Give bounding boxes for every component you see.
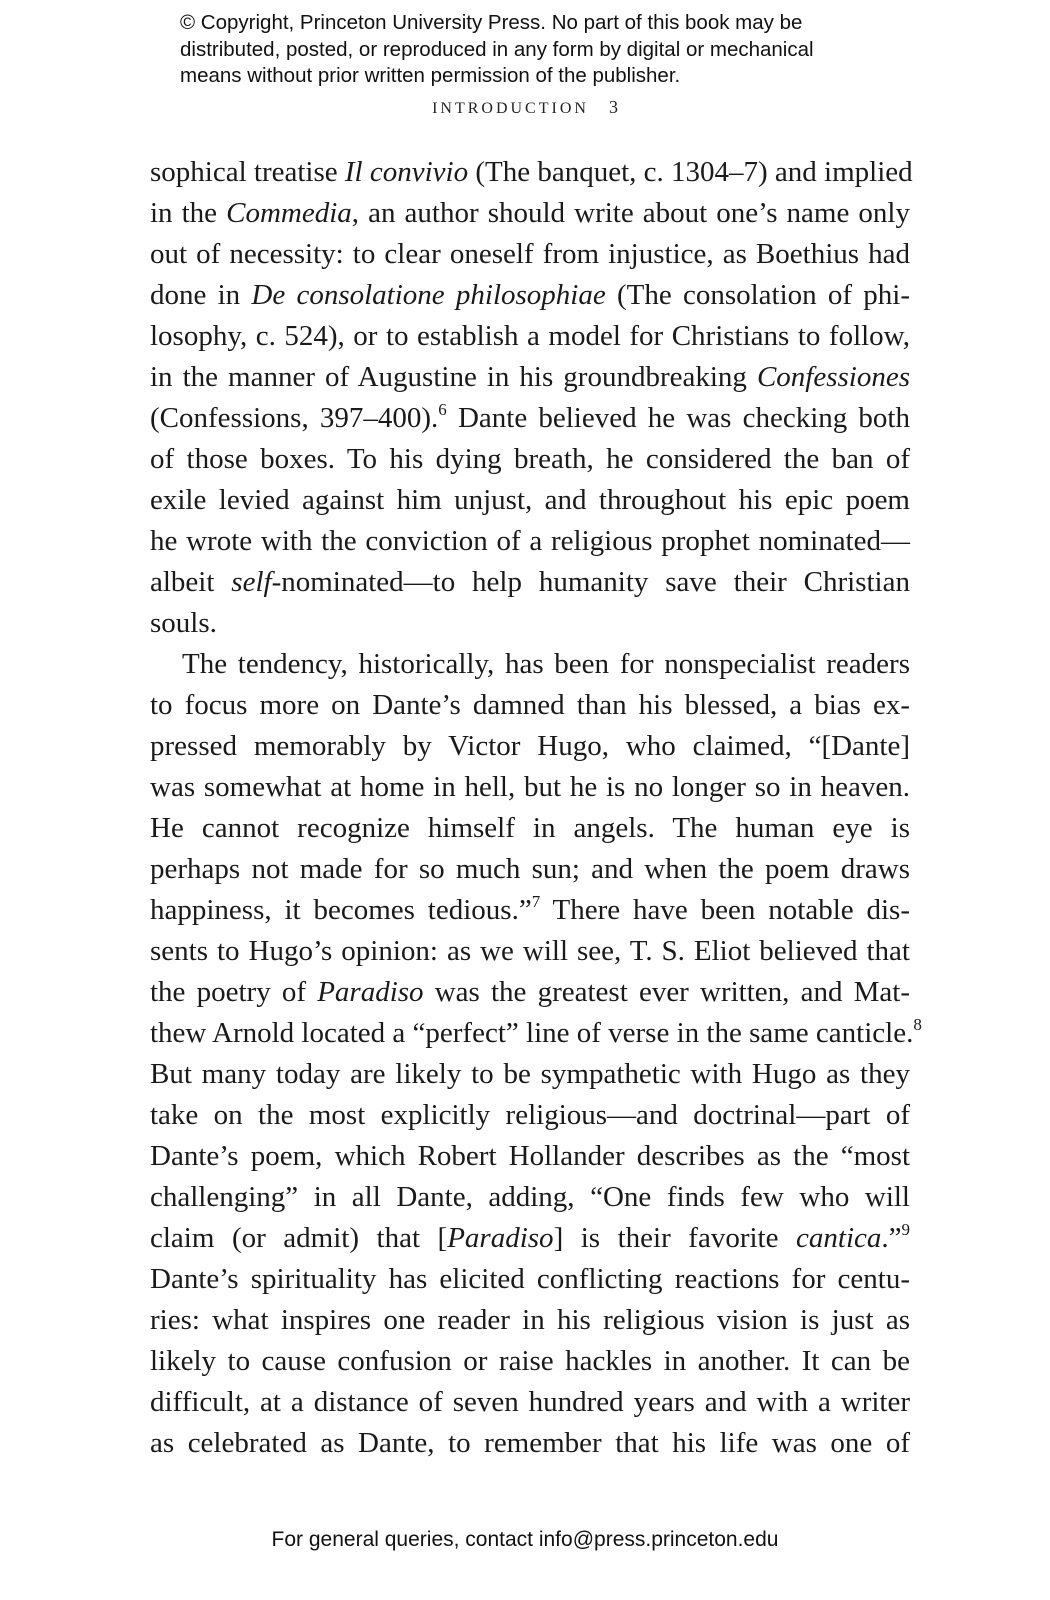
text-line: likely to cause confusion or raise hackles in another. It can be <box>150 1345 910 1377</box>
copyright-line: distributed, posted, or reproduced in any form by digital or mechanical <box>180 37 814 61</box>
page-number: 3 <box>608 97 618 117</box>
text-line: pressed memorably by Victor Hugo, who claimed, “[Dante] <box>150 730 910 762</box>
copyright-line: means without prior written permission of the publisher. <box>180 64 681 87</box>
text-line: as celebrated as Dante, to remember that his life was one of <box>150 1427 910 1459</box>
text-line: perhaps not made for so much sun; and when the poem draws <box>150 853 910 885</box>
chapter-title: INTRODUCTION <box>432 100 589 117</box>
text-line: sents to Hugo’s opinion: as we will see, T. S. Eliot believed that <box>150 935 910 967</box>
text-line: to focus more on Dante’s damned than his blessed, a bias ex- <box>150 689 910 721</box>
text-line: happiness, it becomes tedious.”$^7$ There have been notable dis- <box>150 892 910 926</box>
text-line: take on the most explicitly religious—and doctrinal—part of <box>150 1099 910 1131</box>
text-line: the poetry of Paradiso was the greatest ever written, and Mat- <box>150 976 910 1008</box>
copyright-line: © Copyright, Princeton University Press. No part of this book may be <box>180 11 803 34</box>
text-line: of those boxes. To his dying breath, he considered the ban of <box>150 443 910 475</box>
text-line: he wrote with the conviction of a religious prophet nominated— <box>150 525 910 557</box>
text-line: in the Commedia, an author should write about one’s name only <box>150 197 910 229</box>
text-line: The tendency, historically, has been for nonspecialist readers <box>182 648 910 680</box>
text-line: sophical treatise Il convivio (The banquet, c. 1304–7) and implied <box>150 156 913 188</box>
text-line: souls. <box>150 607 217 639</box>
text-line: challenging” in all Dante, adding, “One finds few who will <box>150 1181 910 1213</box>
running-head <box>0 97 1050 118</box>
text-line: Dante’s poem, which Robert Hollander describes as the “most <box>150 1140 910 1172</box>
text-line: albeit self-nominated—to help humanity save their Christian <box>150 566 910 598</box>
text-line: thew Arnold located a “perfect” line of verse in the same canticle.$^8$ <box>150 1015 922 1049</box>
text-line: He cannot recognize himself in angels. The human eye is <box>150 812 910 844</box>
copyright-notice <box>180 10 960 90</box>
text-line: But many today are likely to be sympathetic with Hugo as they <box>150 1058 910 1090</box>
text-line: ries: what inspires one reader in his religious vision is just as <box>150 1304 910 1336</box>
text-line: claim (or admit) that [Paradiso] is their favorite cantica.”$^9$ <box>150 1220 910 1254</box>
footer-contact: For general queries, contact info@press.princeton.edu <box>271 1528 779 1551</box>
text-line: losophy, c. 524), or to establish a model for Christians to follow, <box>150 320 910 352</box>
text-line: difficult, at a distance of seven hundred years and with a writer <box>150 1386 910 1418</box>
text-line: was somewhat at home in hell, but he is no longer so in heaven. <box>150 771 910 803</box>
text-line: in the manner of Augustine in his groundbreaking Confessiones <box>150 361 910 393</box>
text-line: Dante’s spirituality has elicited conflicting reactions for centu- <box>150 1263 910 1295</box>
text-line: exile levied against him unjust, and throughout his epic poem <box>150 484 910 516</box>
text-line: (Confessions, 397–400).$^6$ Dante believed he was checking both <box>150 400 910 434</box>
text-line: done in De consolatione philosophiae (The consolation of phi- <box>150 279 910 311</box>
text-line: out of necessity: to clear oneself from injustice, as Boethius had <box>150 238 910 270</box>
body-text <box>150 152 922 1464</box>
